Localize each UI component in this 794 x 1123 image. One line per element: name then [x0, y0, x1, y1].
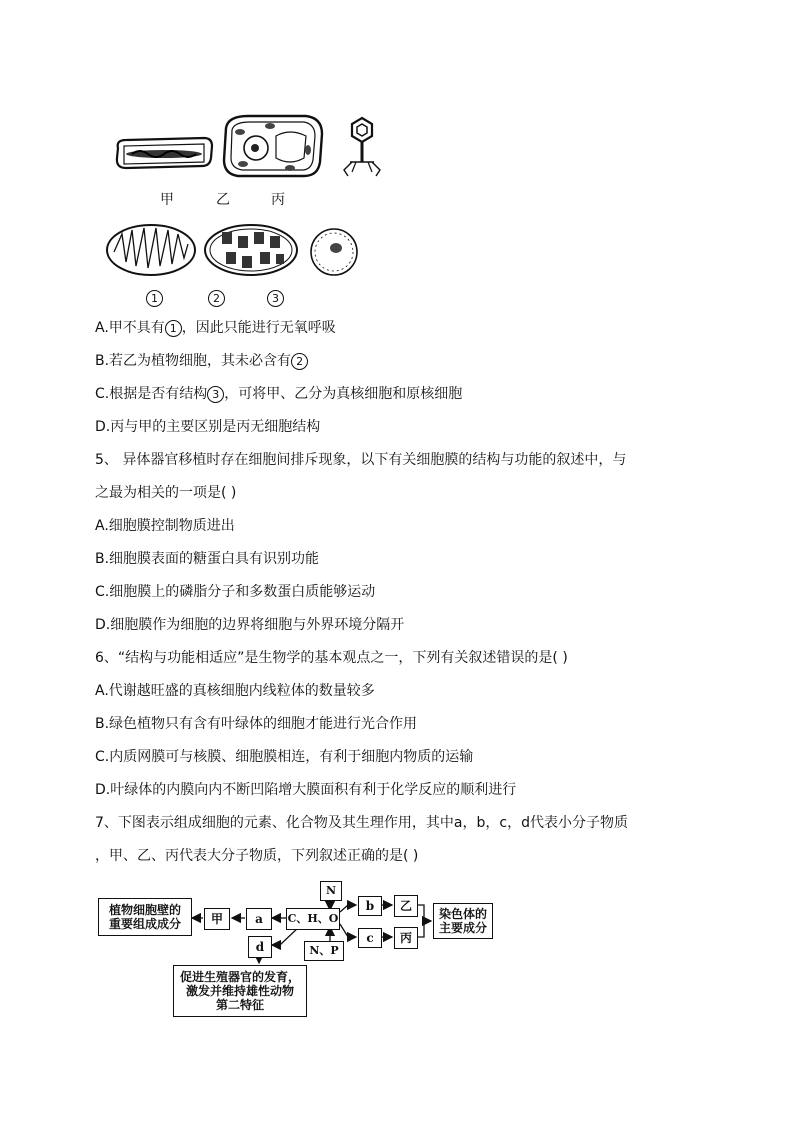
jia-box: 甲 [204, 908, 230, 930]
n-box: N [320, 881, 342, 901]
q5-stem-cont: 之最为相关的一项是( ) [95, 485, 237, 501]
q4-option-b[interactable]: B.若乙为植物细胞，其未必含有 2 [95, 351, 308, 371]
chromosome-box: 染色体的 主要成分 [433, 903, 493, 939]
q5-option-a[interactable]: A.细胞膜控制物质进出 [95, 518, 235, 534]
q5-option-c[interactable]: C.细胞膜上的磷脂分子和多数蛋白质能够运动 [95, 584, 376, 600]
q7-stem-cont: ，甲、乙、丙代表大分子物质，下列叙述正确的是( ) [95, 848, 419, 864]
plant-wall-box: 植物细胞壁的 重要组成成分 [98, 898, 192, 936]
cho-box: C、H、O [286, 908, 340, 930]
d-box: d [248, 936, 272, 958]
q7-stem: 7、下图表示组成细胞的元素、化合物及其生理作用，其中a，b，c，d代表小分子物质 [95, 815, 628, 831]
d-function-box: 促进生殖器官的发育， 激发并维持雄性动物 第二特征 [173, 965, 307, 1017]
label-jia: 甲 [160, 192, 174, 208]
label-organelle-2: 2 [208, 290, 225, 307]
label-organelle-3: 3 [267, 290, 284, 307]
b-box: b [358, 896, 382, 916]
q6-option-b[interactable]: B.绿色植物只有含有叶绿体的细胞才能进行光合作用 [95, 716, 418, 732]
np-box: N、P [304, 941, 344, 961]
q4-option-a[interactable]: A.甲不具有 1 ，因此只能进行无氧呼吸 [95, 320, 336, 336]
label-organelle-1: 1 [146, 290, 163, 307]
q5-option-d[interactable]: D.细胞膜作为细胞的边界将细胞与外界环境分隔开 [95, 617, 405, 633]
q5-option-b[interactable]: B.细胞膜表面的糖蛋白具有识别功能 [95, 551, 320, 567]
q6-stem: 6、“结构与功能相适应”是生物学的基本观点之一，下列有关叙述错误的是( ) [95, 650, 568, 666]
q5-stem: 5、 异体器官移植时存在细胞间排斥现象，以下有关细胞膜的结构与功能的叙述中，与 [95, 452, 627, 468]
bing-box: 丙 [394, 927, 418, 949]
q6-option-c[interactable]: C.内质网膜可与核膜、细胞膜相连，有利于细胞内物质的运输 [95, 749, 474, 765]
q4-option-c[interactable]: C.根据是否有结构 3 ，可将甲、乙分为真核细胞和原核细胞 [95, 386, 463, 402]
c-box: c [358, 928, 382, 948]
a-box: a [246, 908, 272, 930]
q4-option-d[interactable]: D.丙与甲的主要区别是丙无细胞结构 [95, 419, 321, 435]
label-bing: 丙 [271, 192, 285, 208]
label-yi: 乙 [216, 192, 230, 208]
q6-option-a[interactable]: A.代谢越旺盛的真核细胞内线粒体的数量较多 [95, 683, 375, 699]
yi-box: 乙 [394, 895, 418, 917]
q6-option-d[interactable]: D.叶绿体的内膜向内不断凹陷增大膜面积有利于化学反应的顺利进行 [95, 782, 517, 798]
